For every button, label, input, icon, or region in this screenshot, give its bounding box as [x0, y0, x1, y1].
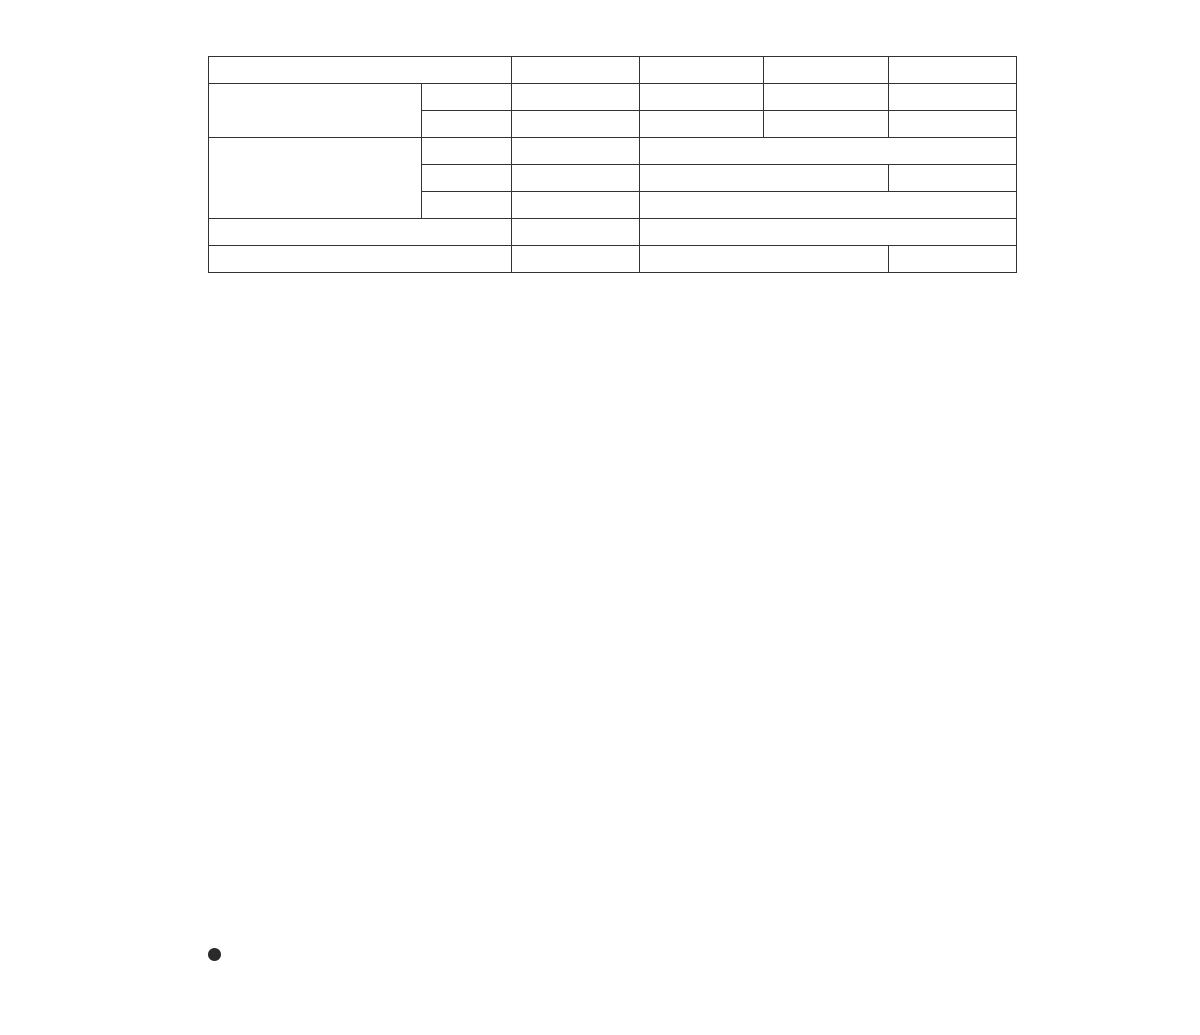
- hot-water-label: [209, 84, 422, 138]
- hot-water-unit: [512, 84, 640, 111]
- hot-water-sub: [422, 111, 512, 138]
- pipe-sub: [422, 192, 512, 219]
- hot-water-value: [640, 84, 764, 111]
- table-row: [209, 246, 1017, 273]
- hot-water-unit: [512, 111, 640, 138]
- row-value: [640, 219, 1017, 246]
- spec-table: [208, 56, 1017, 273]
- pipe-sub: [422, 165, 512, 192]
- header-row: [209, 57, 1017, 84]
- pipe-unit: [512, 165, 640, 192]
- header-item: [209, 57, 512, 84]
- hot-water-sub: [422, 84, 512, 111]
- header-unit: [512, 57, 640, 84]
- pipe-label: [209, 138, 422, 219]
- pipe-value: [640, 165, 889, 192]
- hot-water-value: [640, 111, 764, 138]
- hot-water-value: [764, 84, 889, 111]
- hot-water-value: [889, 84, 1017, 111]
- pipe-value: [640, 192, 1017, 219]
- footnote: [208, 948, 227, 961]
- bullet-icon: [208, 948, 221, 961]
- row-unit: [512, 246, 640, 273]
- hot-water-value: [764, 111, 889, 138]
- row-unit: [512, 219, 640, 246]
- pipe-sub: [422, 138, 512, 165]
- row-label: [209, 246, 512, 273]
- pipe-unit: [512, 138, 640, 165]
- row-label: [209, 219, 512, 246]
- row-value: [889, 246, 1017, 273]
- pipe-unit: [512, 192, 640, 219]
- pipe-value: [889, 165, 1017, 192]
- header-model-1: [640, 57, 764, 84]
- table-row: [209, 219, 1017, 246]
- pipe-value: [640, 138, 1017, 165]
- table-row: [209, 138, 1017, 165]
- hot-water-value: [889, 111, 1017, 138]
- header-model-2: [764, 57, 889, 84]
- table-row: [209, 84, 1017, 111]
- header-model-3: [889, 57, 1017, 84]
- row-value: [640, 246, 889, 273]
